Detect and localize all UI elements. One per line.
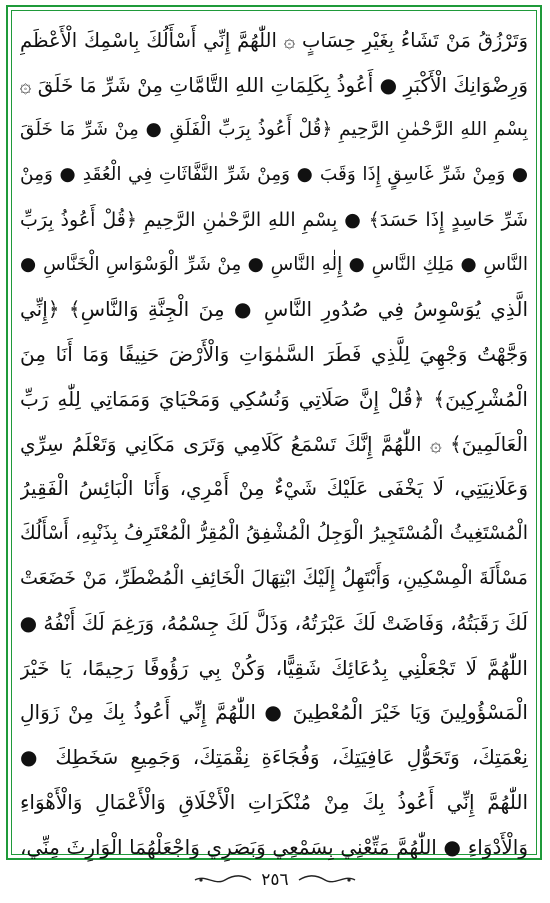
- text-line: [20, 556, 528, 601]
- text-line: [20, 287, 528, 332]
- line-text: مَسْأَلَةَ الْمِسْكِينِ، وَأَبْتَهِلُ إِلَيْكَ ابْتِهَالَ الْخَائِفِ الْمُضْطَرِّ، مَنْ خَضَعَتْ: [20, 566, 528, 589]
- line-text: اللّٰهُمَّ لَا تَجْعَلْنِي بِدُعَائِكَ شَقِيًّا، وَكُنْ بِي رَؤُوفًا رَحِيمًا، يَا خَيْرَ: [20, 655, 528, 680]
- line-text: نِعْمَتِكَ، وَتَحَوُّلِ عَافِيَتِكَ، وَفُجَاءَةِ نِقْمَتِكَ، وَجَمِيعِ سَخَطِكَ ●: [20, 745, 528, 770]
- text-line: [20, 511, 528, 556]
- line-text: ● وَمِنْ شَرِّ غَاسِقٍ إِذَا وَقَبَ ● وَمِنْ شَرِّ النَّفَّاثَاتِ فِي الْعُقَدِ ● وَمِنْ: [20, 164, 528, 186]
- page-text-block: [20, 18, 528, 869]
- line-text: الْمُشْرِكِينَ﴾ ﴿قُلْ إِنَّ صَلَاتِي وَنُسُكِي وَمَحْيَايَ وَمَمَاتِي لِلّٰهِ رَبِّ: [20, 386, 528, 411]
- text-line: [20, 645, 528, 690]
- line-text: وَالْأَدْوَاءِ ● اللّٰهُمَّ مَتِّعْنِي بِسَمْعِي وَبَصَرِي وَاجْعَلْهُمَا الْوَارِثَ مِنِّي،: [20, 834, 528, 859]
- line-text: بِسْمِ اللهِ الرَّحْمٰنِ الرَّحِيمِ ﴿قُلْ أَعُوذُ بِرَبِّ الْفَلَقِ ● مِنْ شَرِّ مَا خَلَقَ: [20, 119, 528, 141]
- page-footer: [0, 866, 550, 894]
- page-number: ٢٥٦: [261, 870, 289, 890]
- line-text: شَرِّ حَاسِدٍ إِذَا حَسَدَ﴾ ● بِسْمِ اللهِ الرَّحْمٰنِ الرَّحِيمِ ﴿قُلْ أَعُوذُ بِرَبِّ: [20, 208, 528, 231]
- line-text: اللّٰهُمَّ إِنِّي أَعُوذُ بِكَ مِنْ مُنْكَرَاتِ الْأَخْلَاقِ وَالْأَعْمَالِ وَالْأَهْوَاءِ: [20, 789, 528, 814]
- line-text: وَعَلَانِيَتِي، لَا يَخْفَى عَلَيْكَ شَيْءٌ مِنْ أَمْرِي، وَأَنَا الْبَائِسُ الْفَقِيرُ: [20, 476, 528, 501]
- text-line: [20, 690, 528, 735]
- line-text: الْمَسْؤُولِينَ وَيَا خَيْرَ الْمُعْطِينَ ● اللّٰهُمَّ إِنِّي أَعُوذُ بِكَ مِنْ زَوَالِ: [20, 700, 528, 725]
- flourish-left-icon: [193, 873, 253, 887]
- text-line: [20, 242, 528, 287]
- text-line: [20, 780, 528, 825]
- text-line: [20, 824, 528, 869]
- line-text: الَّذِي يُوَسْوِسُ فِي صُدُورِ النَّاسِ ● مِنَ الْجِنَّةِ وَالنَّاسِ﴾ ﴿إِنِّي: [20, 297, 528, 322]
- text-line: [20, 466, 528, 511]
- text-line: [20, 735, 528, 780]
- line-text: الْعَالَمِينَ﴾ ۞ اللّٰهُمَّ إِنَّكَ تَسْمَعُ كَلَامِي وَتَرَى مَكَانِي وَتَعْلَمُ سِرِّي: [20, 431, 528, 456]
- text-line: [20, 421, 528, 466]
- line-text: الْمُسْتَغِيثُ الْمُسْتَجِيرُ الْوَجِلُ الْمُشْفِقُ الْمُقِرُّ الْمُعْتَرِفُ بِذَنْبِهِ، أَسْأَلُكَ: [20, 522, 528, 545]
- text-line: [20, 18, 528, 63]
- text-line: [20, 332, 528, 377]
- text-line: [20, 376, 528, 421]
- text-line: [20, 600, 528, 645]
- text-line: [20, 197, 528, 242]
- line-text: وَرِضْوَانِكَ الْأَكْبَرِ ● أَعُوذُ بِكَلِمَاتِ اللهِ التَّامَّاتِ مِنْ شَرِّ مَا خَلَقَ ۞: [20, 73, 528, 98]
- text-line: [20, 152, 528, 197]
- text-line: [20, 108, 528, 153]
- line-text: النَّاسِ ● مَلِكِ النَّاسِ ● إِلٰهِ النَّاسِ ● مِنْ شَرِّ الْوَسْوَاسِ الْخَنَّاسِ ●: [20, 253, 528, 275]
- line-text: وَتَرْزُقُ مَنْ تَشَاءُ بِغَيْرِ حِسَابٍ ۞ اللّٰهُمَّ إِنِّي أَسْأَلُكَ بِاسْمِكَ الْأَعْظَمِ: [20, 28, 528, 52]
- line-text: وَجَّهْتُ وَجْهِيَ لِلَّذِي فَطَرَ السَّمٰوَاتِ وَالْأَرْضَ حَنِيفًا وَمَا أَنَا مِنَ: [20, 341, 528, 366]
- text-line: [20, 63, 528, 108]
- line-text: لَكَ رَقَبَتُهُ، وَفَاضَتْ لَكَ عَبْرَتُهُ، وَذَلَّ لَكَ جِسْمُهُ، وَرَغِمَ لَكَ أَنْفُهُ ●: [20, 610, 528, 635]
- flourish-right-icon: [297, 873, 357, 887]
